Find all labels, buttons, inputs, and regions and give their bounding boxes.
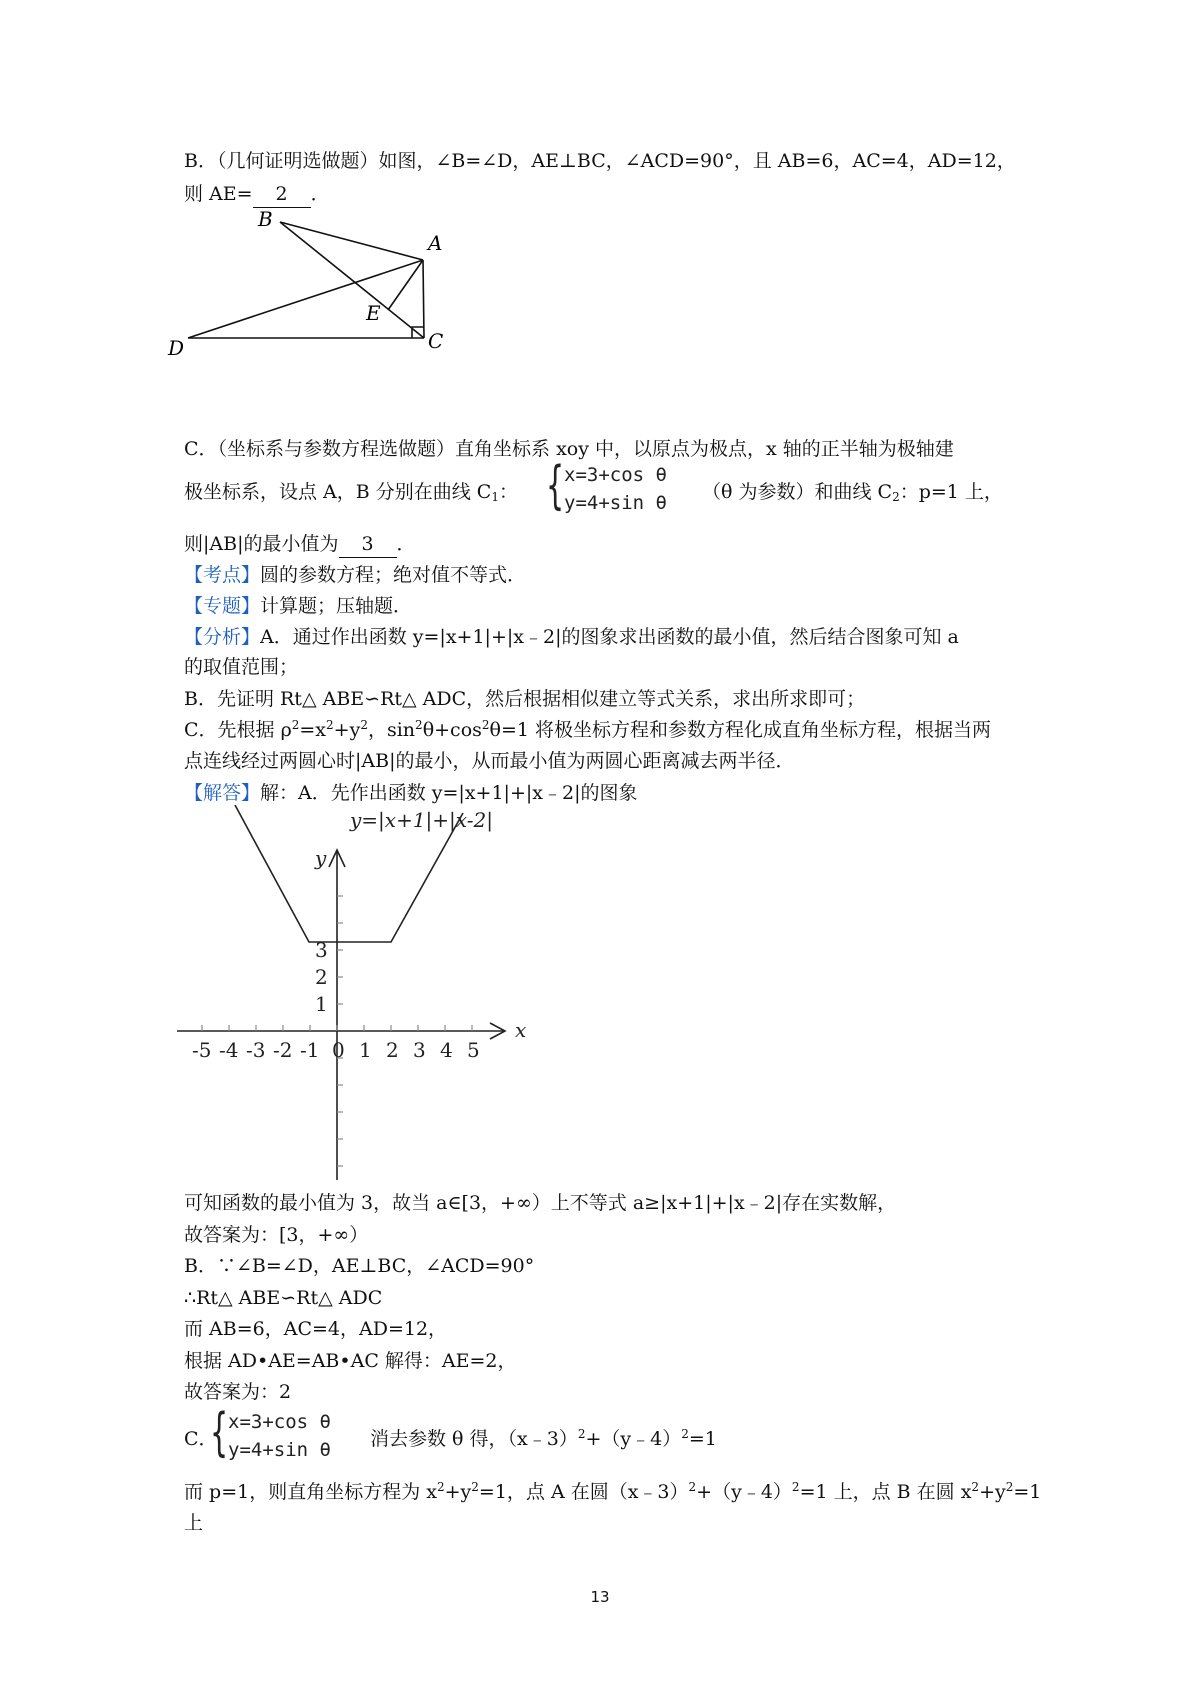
x-tick-label: -5 bbox=[192, 1038, 212, 1062]
x-tick-label: 1 bbox=[359, 1038, 372, 1062]
superscript: 2 bbox=[791, 1480, 800, 1494]
superscript: 2 bbox=[481, 718, 490, 732]
parametric-system bbox=[546, 456, 686, 520]
text: ． bbox=[310, 183, 330, 205]
text: +（y﹣4） bbox=[696, 1481, 792, 1503]
segment-bc bbox=[280, 222, 424, 338]
x-axis-label: x bbox=[515, 1018, 527, 1042]
x-tick-label: -1 bbox=[300, 1038, 320, 1062]
x-tick-label: 3 bbox=[413, 1038, 426, 1062]
fenxi-line4 bbox=[184, 717, 991, 743]
text: 而 p=1，则直角坐标方程为 x bbox=[184, 1481, 437, 1503]
part-b-line1: B．（几何证明选做题）如图，∠B=∠D，AE⊥BC，∠ACD=90°，且 AB=6，AC=4，AD=12， bbox=[184, 150, 1016, 172]
text: +y bbox=[979, 1481, 1006, 1503]
text: C．先根据 ρ bbox=[184, 719, 292, 741]
brace: { bbox=[210, 1403, 229, 1463]
x-tick-label: 2 bbox=[386, 1038, 399, 1062]
text: 则 AE= bbox=[184, 183, 253, 205]
superscript: 2 bbox=[577, 1427, 586, 1441]
sys-row2: y=4+sin θ bbox=[564, 492, 667, 514]
part-c-line2b bbox=[702, 479, 1003, 505]
fenxi-line3: B．先证明 Rt△ ABE∽Rt△ ADC，然后根据相似建立等式关系，求出所求即可； bbox=[184, 688, 866, 710]
label-d: D bbox=[168, 336, 185, 360]
geometry-figure bbox=[160, 210, 500, 390]
sys-row1: x=3+cos θ bbox=[228, 1411, 331, 1433]
sol-line9 bbox=[184, 1479, 1041, 1505]
part-c-line1: C．（坐标系与参数方程选做题）直角坐标系 xoy 中，以原点为极点，x 轴的正半轴为极轴建 bbox=[184, 438, 954, 460]
x-tick-label: 4 bbox=[440, 1038, 453, 1062]
graph-title: y=|x+1|+|x-2| bbox=[350, 808, 493, 832]
jieda-tag: 【解答】 bbox=[184, 782, 261, 804]
zhuanti-tag: 【专题】 bbox=[184, 595, 261, 617]
parametric-system-solution bbox=[210, 1403, 350, 1467]
sol-line8-label: C． bbox=[184, 1428, 218, 1450]
text: （θ 为参数）和曲线 C bbox=[702, 481, 893, 503]
label-b: B bbox=[258, 210, 273, 231]
text: =1 bbox=[1013, 1481, 1042, 1503]
text: 消去参数 θ 得，（x﹣3） bbox=[370, 1428, 578, 1450]
text: 计算题；压轴题． bbox=[260, 595, 413, 617]
sol-line1: 可知函数的最小值为 3，故当 a∈[3，+∞）上不等式 a≥|x+1|+|x﹣2|存在实数解， bbox=[184, 1192, 897, 1214]
superscript: 2 bbox=[326, 718, 334, 732]
segment-da bbox=[188, 260, 423, 338]
superscript: 2 bbox=[971, 1480, 980, 1494]
superscript: 2 bbox=[471, 1480, 479, 1494]
label-e: E bbox=[366, 301, 381, 325]
fenxi-line5: 点连线经过两圆心时|AB|的最小，从而最小值为两圆心距离减去两半径． bbox=[184, 750, 795, 772]
text: θ+cos bbox=[422, 719, 482, 741]
fenxi-line2: 的取值范围； bbox=[184, 656, 299, 678]
answer-blank-b: 2 bbox=[253, 181, 311, 208]
superscript: 2 bbox=[681, 1427, 689, 1441]
label-c: C bbox=[428, 329, 444, 353]
part-c-line2a bbox=[184, 479, 518, 505]
subscript: 1 bbox=[491, 490, 499, 504]
x-tick-label: 5 bbox=[467, 1038, 480, 1062]
superscript: 2 bbox=[415, 718, 423, 732]
sol-line7: 故答案为：2 bbox=[184, 1381, 292, 1403]
text: ：p=1 上， bbox=[899, 481, 1003, 503]
text: +（y﹣4） bbox=[585, 1428, 682, 1450]
kaodian-line bbox=[184, 562, 526, 588]
sys-row2: y=4+sin θ bbox=[228, 1439, 331, 1461]
text: ，sin bbox=[367, 719, 416, 741]
text: A．通过作出函数 y=|x+1|+|x﹣2|的图象求出函数的最小值，然后结合图象可知 a bbox=[260, 626, 959, 648]
y-tick-label: 2 bbox=[315, 965, 328, 989]
label-a: A bbox=[428, 231, 443, 255]
sol-line6: 根据 AD•AE=AB•AC 解得：AE=2， bbox=[184, 1350, 517, 1372]
x-tick-label: 0 bbox=[332, 1038, 345, 1062]
superscript: 2 bbox=[360, 718, 368, 732]
sol-line2: 故答案为：[3，+∞） bbox=[184, 1224, 369, 1246]
text: =1 bbox=[688, 1428, 717, 1450]
jieda-line bbox=[184, 780, 637, 806]
x-tick-label: -4 bbox=[219, 1038, 239, 1062]
text: =x bbox=[299, 719, 327, 741]
segment-ae bbox=[388, 260, 423, 310]
sol-line8 bbox=[370, 1426, 717, 1452]
fenxi-tag: 【分析】 bbox=[184, 626, 261, 648]
sol-line4: ∴Rt△ ABE∽Rt△ ADC bbox=[184, 1287, 383, 1309]
superscript: 2 bbox=[291, 718, 300, 732]
superscript: 2 bbox=[688, 1480, 697, 1494]
text: 解：A．先作出函数 y=|x+1|+|x﹣2|的图象 bbox=[260, 782, 638, 804]
fenxi-line1 bbox=[184, 624, 959, 650]
text: =1 上，点 B 在圆 x bbox=[799, 1481, 972, 1503]
segment-ba bbox=[280, 222, 423, 260]
sys-row1: x=3+cos θ bbox=[564, 464, 667, 486]
text: +y bbox=[444, 1481, 472, 1503]
function-graph bbox=[175, 805, 545, 1185]
text: +y bbox=[333, 719, 361, 741]
superscript: 2 bbox=[436, 1480, 445, 1494]
brace: { bbox=[546, 456, 565, 516]
text: 极坐标系，设点 A，B 分别在曲线 C bbox=[184, 481, 492, 503]
superscript: 2 bbox=[1005, 1480, 1014, 1494]
text: 圆的参数方程；绝对值不等式． bbox=[260, 564, 527, 586]
y-tick-label: 1 bbox=[315, 992, 328, 1016]
y-axis-label: y bbox=[315, 846, 327, 870]
x-tick-label: -3 bbox=[246, 1038, 266, 1062]
zhuanti-line bbox=[184, 593, 412, 619]
text: =1，点 A 在圆（x﹣3） bbox=[478, 1481, 689, 1503]
text: θ=1 将极坐标方程和参数方程化成直角坐标方程，根据当两 bbox=[489, 719, 992, 741]
y-tick-label: 3 bbox=[315, 938, 328, 962]
text: ： bbox=[498, 481, 518, 503]
x-tick-label: -2 bbox=[273, 1038, 293, 1062]
part-c-line3 bbox=[184, 531, 416, 558]
part-b-line2 bbox=[184, 181, 330, 208]
kaodian-tag: 【考点】 bbox=[184, 564, 261, 586]
sol-line5: 而 AB=6，AC=4，AD=12， bbox=[184, 1318, 448, 1340]
subscript: 2 bbox=[892, 490, 900, 504]
sol-line3: B．∵∠B=∠D，AE⊥BC，∠ACD=90° bbox=[184, 1255, 535, 1277]
text: 则|AB|的最小值为 bbox=[184, 533, 339, 555]
answer-blank-c: 3 bbox=[339, 531, 397, 558]
page-number: 13 bbox=[590, 1588, 610, 1606]
text: ． bbox=[396, 533, 416, 555]
sol-line10: 上 bbox=[184, 1512, 204, 1534]
